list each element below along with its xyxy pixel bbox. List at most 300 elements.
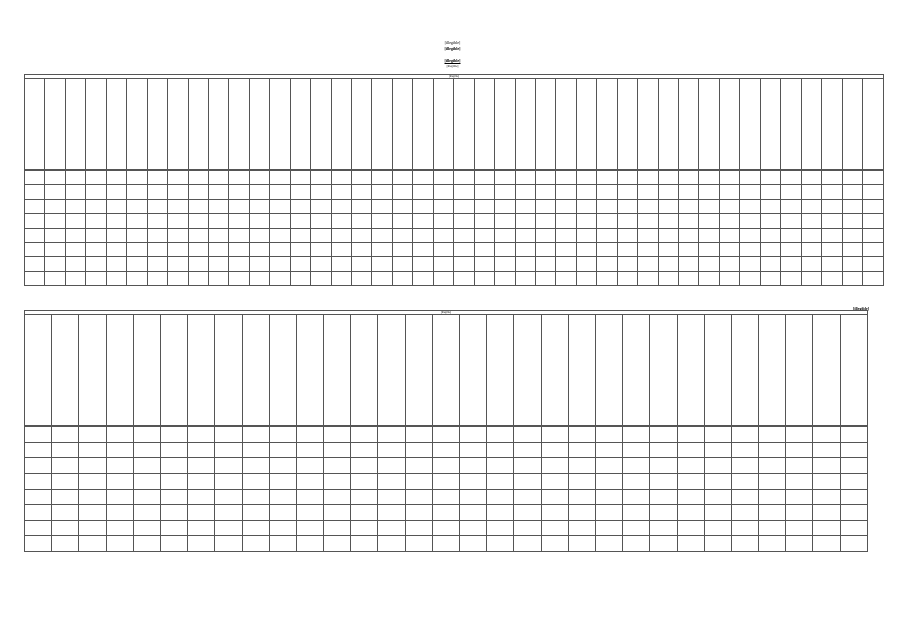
table-cell	[229, 228, 249, 242]
table-cell	[731, 458, 758, 474]
table-cell	[568, 505, 595, 521]
table1-top-header: [illegible]	[25, 75, 884, 79]
column-header	[215, 315, 242, 426]
table-cell	[638, 214, 658, 228]
table-row	[25, 214, 884, 228]
table-cell	[249, 257, 269, 271]
table-row	[25, 171, 884, 185]
table-cell	[433, 228, 453, 242]
table-cell	[597, 228, 617, 242]
table-cell	[133, 489, 160, 505]
table-row	[25, 458, 868, 474]
table-cell	[378, 489, 405, 505]
table-cell	[541, 489, 568, 505]
table-cell	[405, 458, 432, 474]
column-header	[576, 79, 596, 170]
table-cell	[759, 442, 786, 458]
table-cell	[454, 199, 474, 213]
column-header	[296, 315, 323, 426]
table-cell	[638, 242, 658, 256]
column-header	[862, 79, 883, 170]
table-cell	[535, 228, 555, 242]
column-header	[106, 79, 126, 170]
table-cell	[372, 199, 392, 213]
table-cell	[249, 199, 269, 213]
column-header	[801, 79, 821, 170]
table-cell	[168, 228, 188, 242]
table-cell	[372, 185, 392, 199]
table-cell	[487, 473, 514, 489]
table-cell	[731, 505, 758, 521]
table1-top-header-row	[25, 75, 884, 79]
table-cell	[623, 536, 650, 552]
table-cell	[351, 442, 378, 458]
table-cell	[65, 271, 85, 285]
column-header	[740, 79, 760, 170]
table-cell	[270, 242, 290, 256]
table-cell	[699, 257, 719, 271]
table-cell	[168, 271, 188, 285]
table-cell	[731, 520, 758, 536]
table-cell	[86, 171, 106, 185]
table-cell	[460, 458, 487, 474]
table-cell	[127, 199, 147, 213]
table-cell	[760, 171, 780, 185]
table-cell	[454, 257, 474, 271]
table-cell	[215, 489, 242, 505]
table-cell	[405, 473, 432, 489]
table-cell	[331, 171, 351, 185]
table-cell	[595, 473, 622, 489]
table-cell	[679, 271, 699, 285]
table-cell	[25, 228, 45, 242]
table-cell	[813, 489, 840, 505]
table-cell	[208, 228, 228, 242]
table-cell	[759, 427, 786, 443]
table-cell	[840, 458, 867, 474]
table-cell	[188, 458, 215, 474]
table-cell	[454, 214, 474, 228]
table-cell	[862, 214, 883, 228]
table-cell	[215, 505, 242, 521]
table-cell	[617, 271, 637, 285]
table-cell	[290, 199, 310, 213]
column-header	[514, 315, 541, 426]
table-cell	[515, 171, 535, 185]
table-cell	[595, 442, 622, 458]
table-cell	[487, 536, 514, 552]
table-cell	[25, 171, 45, 185]
table-cell	[188, 185, 208, 199]
organization-name: [illegible]	[444, 58, 461, 63]
table-cell	[45, 185, 65, 199]
table-cell	[45, 171, 65, 185]
table-cell	[786, 505, 813, 521]
table-cell	[351, 427, 378, 443]
table-cell	[106, 185, 126, 199]
column-header	[719, 79, 739, 170]
table-cell	[106, 271, 126, 285]
table-cell	[270, 257, 290, 271]
table-cell	[413, 214, 433, 228]
table-cell	[813, 536, 840, 552]
table-cell	[311, 257, 331, 271]
table-cell	[25, 520, 52, 536]
table-cell	[352, 271, 372, 285]
table-cell	[331, 199, 351, 213]
table-cell	[460, 442, 487, 458]
table-cell	[801, 242, 821, 256]
column-header	[106, 315, 133, 426]
table-cell	[862, 228, 883, 242]
table-cell	[740, 171, 760, 185]
table-cell	[270, 214, 290, 228]
table-cell	[25, 185, 45, 199]
table-cell	[352, 242, 372, 256]
table-cell	[324, 536, 351, 552]
table-cell	[86, 257, 106, 271]
table-cell	[474, 185, 494, 199]
table-cell	[719, 242, 739, 256]
column-header	[52, 315, 79, 426]
table-cell	[188, 271, 208, 285]
table-cell	[617, 242, 637, 256]
table-cell	[862, 185, 883, 199]
table-cell	[576, 171, 596, 185]
table-cell	[759, 536, 786, 552]
table-cell	[25, 271, 45, 285]
table-cell	[79, 458, 106, 474]
table-cell	[638, 185, 658, 199]
table-cell	[168, 185, 188, 199]
table-cell	[25, 199, 45, 213]
column-header	[45, 79, 65, 170]
table-cell	[495, 214, 515, 228]
table-cell	[160, 536, 187, 552]
investment-table-1	[24, 74, 884, 286]
table-cell	[740, 257, 760, 271]
table-cell	[86, 271, 106, 285]
table-cell	[650, 458, 677, 474]
column-header	[759, 315, 786, 426]
table-cell	[704, 427, 731, 443]
column-header	[378, 315, 405, 426]
table-cell	[378, 458, 405, 474]
table-cell	[65, 171, 85, 185]
table-cell	[535, 199, 555, 213]
table-cell	[79, 489, 106, 505]
table-cell	[556, 185, 576, 199]
column-header	[413, 79, 433, 170]
table-cell	[331, 271, 351, 285]
table-cell	[372, 242, 392, 256]
table-cell	[25, 536, 52, 552]
column-header	[188, 79, 208, 170]
table-cell	[86, 199, 106, 213]
table-cell	[413, 185, 433, 199]
column-header	[495, 79, 515, 170]
table-cell	[296, 520, 323, 536]
column-header	[556, 79, 576, 170]
table-cell	[106, 427, 133, 443]
table-cell	[296, 442, 323, 458]
table-cell	[495, 185, 515, 199]
table-cell	[290, 185, 310, 199]
table-cell	[413, 171, 433, 185]
table-cell	[454, 271, 474, 285]
table-cell	[487, 458, 514, 474]
table-cell	[269, 520, 296, 536]
table-cell	[311, 214, 331, 228]
table-cell	[704, 505, 731, 521]
table-cell	[215, 442, 242, 458]
table-cell	[699, 171, 719, 185]
table-cell	[822, 214, 842, 228]
column-header	[269, 315, 296, 426]
table-cell	[208, 257, 228, 271]
table-cell	[188, 257, 208, 271]
table-cell	[45, 228, 65, 242]
column-header	[208, 79, 228, 170]
table-cell	[147, 214, 167, 228]
table-cell	[215, 458, 242, 474]
table-cell	[106, 536, 133, 552]
table-cell	[378, 520, 405, 536]
table-cell	[351, 520, 378, 536]
table-cell	[731, 442, 758, 458]
table-cell	[25, 242, 45, 256]
table-cell	[576, 242, 596, 256]
table-cell	[786, 458, 813, 474]
table-cell	[568, 489, 595, 505]
table-cell	[495, 257, 515, 271]
table-cell	[623, 427, 650, 443]
table-cell	[514, 473, 541, 489]
table-cell	[290, 257, 310, 271]
table-cell	[760, 185, 780, 199]
table-cell	[658, 199, 678, 213]
table-cell	[677, 442, 704, 458]
table-cell	[324, 520, 351, 536]
table-cell	[731, 536, 758, 552]
table-cell	[106, 458, 133, 474]
table-cell	[595, 536, 622, 552]
table-cell	[699, 185, 719, 199]
table-cell	[822, 242, 842, 256]
column-header	[677, 315, 704, 426]
table-cell	[719, 214, 739, 228]
table-cell	[813, 473, 840, 489]
table-cell	[133, 473, 160, 489]
table-cell	[786, 520, 813, 536]
table-cell	[568, 520, 595, 536]
table-cell	[324, 442, 351, 458]
table-cell	[127, 257, 147, 271]
table-cell	[568, 427, 595, 443]
table-cell	[160, 520, 187, 536]
table-cell	[372, 214, 392, 228]
table-cell	[760, 199, 780, 213]
table-cell	[840, 442, 867, 458]
table-cell	[658, 228, 678, 242]
table-cell	[413, 242, 433, 256]
table-cell	[515, 257, 535, 271]
column-header	[786, 315, 813, 426]
table-cell	[168, 257, 188, 271]
table-cell	[25, 442, 52, 458]
table-cell	[324, 458, 351, 474]
table-cell	[296, 427, 323, 443]
table-cell	[822, 185, 842, 199]
table-cell	[677, 427, 704, 443]
table-cell	[269, 505, 296, 521]
table-cell	[65, 185, 85, 199]
table-cell	[541, 505, 568, 521]
table-cell	[740, 214, 760, 228]
table-cell	[556, 271, 576, 285]
table-cell	[759, 489, 786, 505]
table-cell	[208, 214, 228, 228]
table-cell	[514, 427, 541, 443]
table-cell	[242, 427, 269, 443]
table-cell	[65, 214, 85, 228]
table-cell	[290, 214, 310, 228]
column-header	[79, 315, 106, 426]
table-row	[25, 228, 884, 242]
column-header	[541, 315, 568, 426]
table-cell	[677, 505, 704, 521]
column-header	[331, 79, 351, 170]
table-cell	[576, 214, 596, 228]
table-cell	[25, 489, 52, 505]
column-header	[813, 315, 840, 426]
table-cell	[515, 228, 535, 242]
table-cell	[535, 214, 555, 228]
table-cell	[813, 458, 840, 474]
table-cell	[392, 228, 412, 242]
table-cell	[106, 473, 133, 489]
investment-table-2	[24, 310, 868, 552]
table-cell	[597, 271, 617, 285]
table-cell	[568, 442, 595, 458]
table-cell	[392, 271, 412, 285]
table-cell	[79, 505, 106, 521]
table-cell	[432, 458, 459, 474]
table-cell	[650, 427, 677, 443]
table-cell	[556, 171, 576, 185]
table-cell	[541, 442, 568, 458]
table-cell	[331, 257, 351, 271]
table-cell	[432, 442, 459, 458]
table-cell	[515, 199, 535, 213]
column-header	[699, 79, 719, 170]
column-header	[658, 79, 678, 170]
table-cell	[433, 171, 453, 185]
table-cell	[862, 171, 883, 185]
table-cell	[576, 185, 596, 199]
table-cell	[168, 214, 188, 228]
table-cell	[487, 442, 514, 458]
table-cell	[623, 442, 650, 458]
table-cell	[432, 505, 459, 521]
table-cell	[45, 199, 65, 213]
table-cell	[405, 427, 432, 443]
table-cell	[106, 257, 126, 271]
table-cell	[759, 520, 786, 536]
table-cell	[242, 520, 269, 536]
table-cell	[413, 271, 433, 285]
table-cell	[311, 185, 331, 199]
table-cell	[514, 520, 541, 536]
table-cell	[331, 228, 351, 242]
column-header	[133, 315, 160, 426]
table-cell	[781, 171, 801, 185]
table-cell	[215, 427, 242, 443]
table-cell	[454, 171, 474, 185]
table-cell	[740, 271, 760, 285]
column-header	[731, 315, 758, 426]
table-row	[25, 199, 884, 213]
table-cell	[324, 473, 351, 489]
table-cell	[352, 214, 372, 228]
table-cell	[433, 271, 453, 285]
table-cell	[65, 199, 85, 213]
table-cell	[229, 214, 249, 228]
table-cell	[658, 271, 678, 285]
table-cell	[168, 242, 188, 256]
table-cell	[413, 228, 433, 242]
table-cell	[65, 242, 85, 256]
table-cell	[188, 171, 208, 185]
table-cell	[188, 228, 208, 242]
table-cell	[597, 214, 617, 228]
table-cell	[378, 536, 405, 552]
table-cell	[617, 214, 637, 228]
table-cell	[311, 242, 331, 256]
table-cell	[495, 271, 515, 285]
column-header	[249, 79, 269, 170]
table-cell	[650, 489, 677, 505]
table-cell	[840, 473, 867, 489]
table-cell	[699, 228, 719, 242]
column-header	[704, 315, 731, 426]
column-header	[352, 79, 372, 170]
table-cell	[160, 427, 187, 443]
table-cell	[106, 442, 133, 458]
table-cell	[106, 199, 126, 213]
table-cell	[617, 257, 637, 271]
table-row	[25, 520, 868, 536]
table-cell	[495, 171, 515, 185]
table-cell	[679, 228, 699, 242]
table-cell	[352, 171, 372, 185]
table-cell	[679, 199, 699, 213]
table-cell	[842, 185, 862, 199]
table-cell	[86, 185, 106, 199]
table-cell	[658, 171, 678, 185]
column-header	[595, 315, 622, 426]
table-cell	[760, 228, 780, 242]
table-cell	[801, 271, 821, 285]
table-cell	[541, 473, 568, 489]
table-cell	[679, 214, 699, 228]
column-header	[188, 315, 215, 426]
table-cell	[45, 271, 65, 285]
table-cell	[86, 242, 106, 256]
table-cell	[25, 458, 52, 474]
table-cell	[188, 536, 215, 552]
table-cell	[813, 442, 840, 458]
